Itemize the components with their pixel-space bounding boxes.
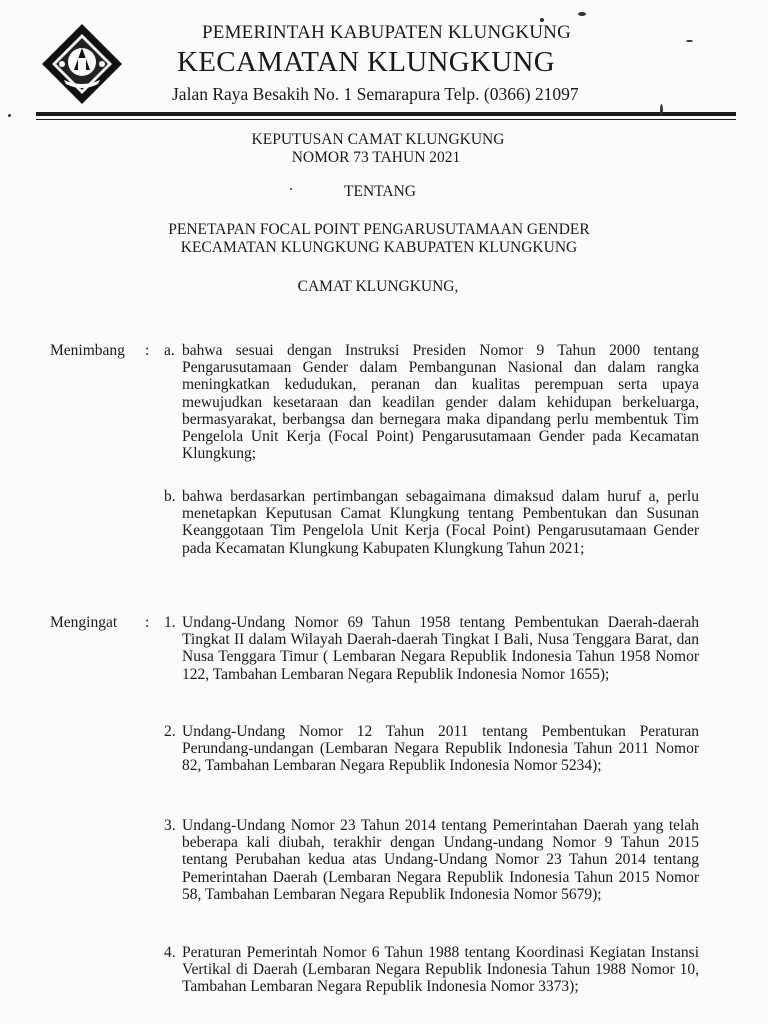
list-item-text: Undang-Undang Nomor 12 Tahun 2011 tentang Pembentukan Peraturan Perundang-undangan (Lembaran Negara Republik Indonesia Tahun 2011 Nomor 82, Tambahan Lembaran Negara Republik Indonesia Nomor 5234);: [182, 723, 699, 775]
decree-title: KEPUTUSAN CAMAT KLUNGKUNG: [251, 131, 505, 148]
section-colon: :: [145, 614, 150, 631]
decree-subject-line-2: KECAMATAN KLUNGKUNG KABUPATEN KLUNGKUNG: [180, 239, 578, 256]
list-item: [164, 944, 699, 996]
section-label-menimbang: Menimbang: [50, 342, 125, 359]
list-item-marker: b.: [164, 488, 176, 505]
decree-official: CAMAT KLUNGKUNG,: [297, 278, 459, 295]
section-label-mengingat: Mengingat: [50, 614, 118, 631]
letterhead-rule-thin: [36, 119, 736, 120]
decree-about: TENTANG: [344, 183, 416, 200]
list-item: [164, 342, 699, 462]
list-item: [164, 488, 699, 557]
letterhead-rule-thick: [36, 112, 736, 116]
letterhead-government: PEMERINTAH KABUPATEN KLUNGKUNG: [202, 22, 572, 43]
letterhead-office: KECAMATAN KLUNGKUNG: [177, 46, 555, 78]
list-item-marker: 4.: [164, 944, 176, 961]
decree-number: NOMOR 73 TAHUN 2021: [291, 149, 461, 166]
list-item-text: bahwa berdasarkan pertimbangan sebagaimana dimaksud dalam huruf a, perlu menetapkan Keputusan Camat Klungkung tentang Pembentukan dan Susunan Keanggotaan Tim Pengelola Unit Kerja (Focal Point) Pengarusutamaan Gender pada Kecamatan Klungkung Kabupaten Klungkung Tahun 2021;: [182, 488, 699, 557]
list-item-text: Peraturan Pemerintah Nomor 6 Tahun 1988 tentang Koordinasi Kegiatan Instansi Vertikal di Daerah (Lembaran Negara Republik Indonesia Tahun 1988 Nomor 10, Tambahan Lembaran Negara Republik Indonesia Nomor 3373);: [182, 944, 699, 996]
list-item: [164, 817, 699, 903]
list-item-marker: a.: [164, 342, 175, 359]
list-item-marker: 3.: [164, 817, 176, 834]
list-item-text: Undang-Undang Nomor 23 Tahun 2014 tentang Pemerintahan Daerah yang telah beberapa kali diubah, terakhir dengan Undang-undang Nomor 9 Tahun 2015 tentang Perubahan kedua atas Undang-Undang Nomor 23 Tahun 2014 tentang Pemerintahan Daerah (Lembaran Negara Republik Indonesia Tahun 2015 Nomor 58, Tambahan Lembaran Negara Republik Indonesia Nomor 5679);: [182, 817, 699, 903]
scan-speck: [578, 12, 586, 16]
klungkung-emblem-icon: [40, 22, 124, 106]
scan-speck: [540, 18, 544, 22]
scan-speck: [290, 188, 292, 190]
section-colon: :: [145, 342, 150, 359]
scan-speck: [660, 104, 663, 116]
list-item: [164, 723, 699, 775]
letterhead-address: Jalan Raya Besakih No. 1 Semarapura Telp. (0366) 21097: [172, 84, 579, 104]
scan-speck: [686, 40, 693, 42]
list-item-text: Undang-Undang Nomor 69 Tahun 1958 tentang Pembentukan Daerah-daerah Tingkat II dalam Wilayah Daerah-daerah Tingkat I Bali, Nusa Tenggara Barat, dan Nusa Tenggara Timur ( Lembaran Negara Republik Indonesia Tahun 1958 Nomor 122, Tambahan Lembaran Negara Republik Indonesia Nomor 1655);: [182, 614, 699, 683]
list-item-marker: 1.: [164, 614, 176, 631]
list-item-text: bahwa sesuai dengan Instruksi Presiden Nomor 9 Tahun 2000 tentang Pengarusutamaan Gender dalam Pembangunan Nasional dan dalam rangka meningkatkan kedudukan, peranan dan kualitas perempuan serta upaya mewujudkan kesetaraan dan keadilan gender dalam kehidupan berkeluarga, bermasyarakat, berbangsa dan bernegara maka dipandang perlu membentuk Tim Pengelola Unit Kerja (Focal Point) Pengarusutamaan Gender pada Kecamatan Klungkung;: [182, 342, 699, 463]
list-item-marker: 2.: [164, 723, 176, 740]
list-item: [164, 614, 699, 683]
scan-speck: [8, 114, 11, 117]
decree-subject-line-1: PENETAPAN FOCAL POINT PENGARUSUTAMAAN GENDER: [168, 221, 590, 238]
